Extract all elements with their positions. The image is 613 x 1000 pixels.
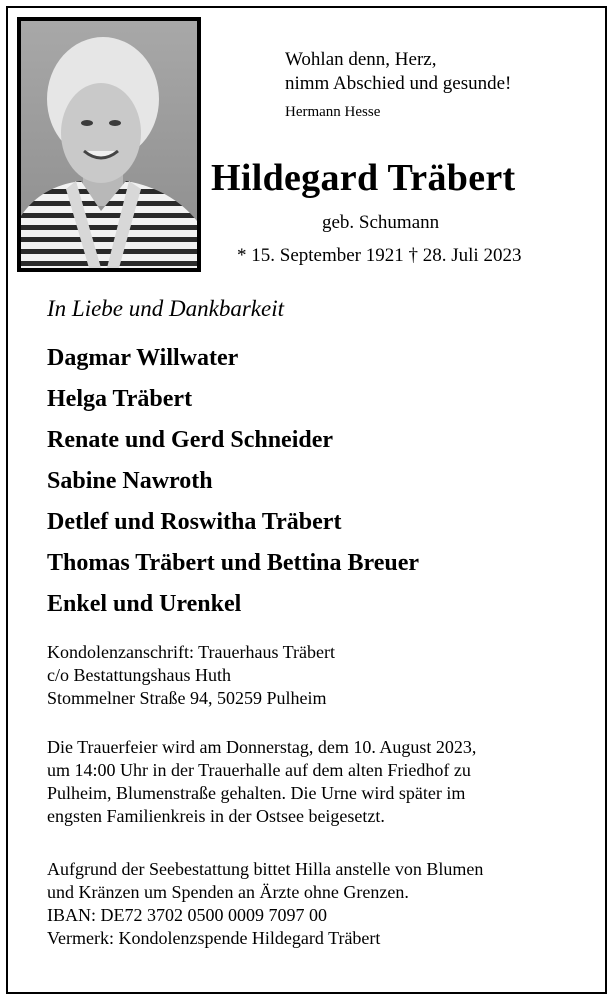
address-line: c/o Bestattungshaus Huth	[47, 665, 231, 685]
donation-line: IBAN: DE72 3702 0500 0009 7097 00	[47, 905, 327, 925]
quote-text	[285, 48, 511, 96]
mourner-name: Thomas Träbert und Bettina Breuer	[47, 550, 420, 576]
mourner-name: Renate und Gerd Schneider	[47, 427, 334, 453]
ceremony-line: Die Trauerfeier wird am Donnerstag, dem 10. August 2023,	[47, 737, 477, 757]
ceremony-line: Pulheim, Blumenstraße gehalten. Die Urne wird später im	[47, 783, 466, 803]
intro-text: In Liebe und Dankbarkeit	[47, 296, 284, 321]
donation-line: Vermerk: Kondolenzspende Hildegard Träbert	[47, 928, 381, 948]
portrait-image	[21, 21, 197, 268]
deceased-name: Hildegard Träbert	[211, 157, 516, 199]
mourner-name: Dagmar Willwater	[47, 345, 239, 371]
ceremony-paragraph	[47, 736, 476, 828]
quote-line: Wohlan denn, Herz,	[285, 49, 437, 70]
birth-name: geb. Schumann	[322, 212, 440, 233]
mourners-list	[47, 341, 419, 628]
life-dates: * 15. September 1921 † 28. Juli 2023	[237, 245, 522, 266]
address-line: Stommelner Straße 94, 50259 Pulheim	[47, 688, 327, 708]
address-line: Kondolenzanschrift: Trauerhaus Träbert	[47, 642, 335, 662]
donation-line: Aufgrund der Seebestattung bittet Hilla anstelle von Blumen	[47, 859, 484, 879]
ceremony-line: um 14:00 Uhr in der Trauerhalle auf dem alten Friedhof zu	[47, 760, 471, 780]
mourner-name: Helga Träbert	[47, 386, 193, 412]
quote-line: nimm Abschied und gesunde!	[285, 73, 512, 94]
ceremony-line: engsten Familienkreis in der Ostsee beigesetzt.	[47, 806, 385, 826]
mourner-name: Sabine Nawroth	[47, 468, 213, 494]
mourner-name: Detlef und Roswitha Träbert	[47, 509, 342, 535]
portrait-photo	[17, 17, 201, 272]
donation-paragraph	[47, 858, 483, 950]
mourner-name: Enkel und Urenkel	[47, 591, 242, 617]
quote-author: Hermann Hesse	[285, 104, 381, 120]
donation-line: und Kränzen um Spenden an Ärzte ohne Grenzen.	[47, 882, 409, 902]
condolence-address	[47, 641, 335, 710]
